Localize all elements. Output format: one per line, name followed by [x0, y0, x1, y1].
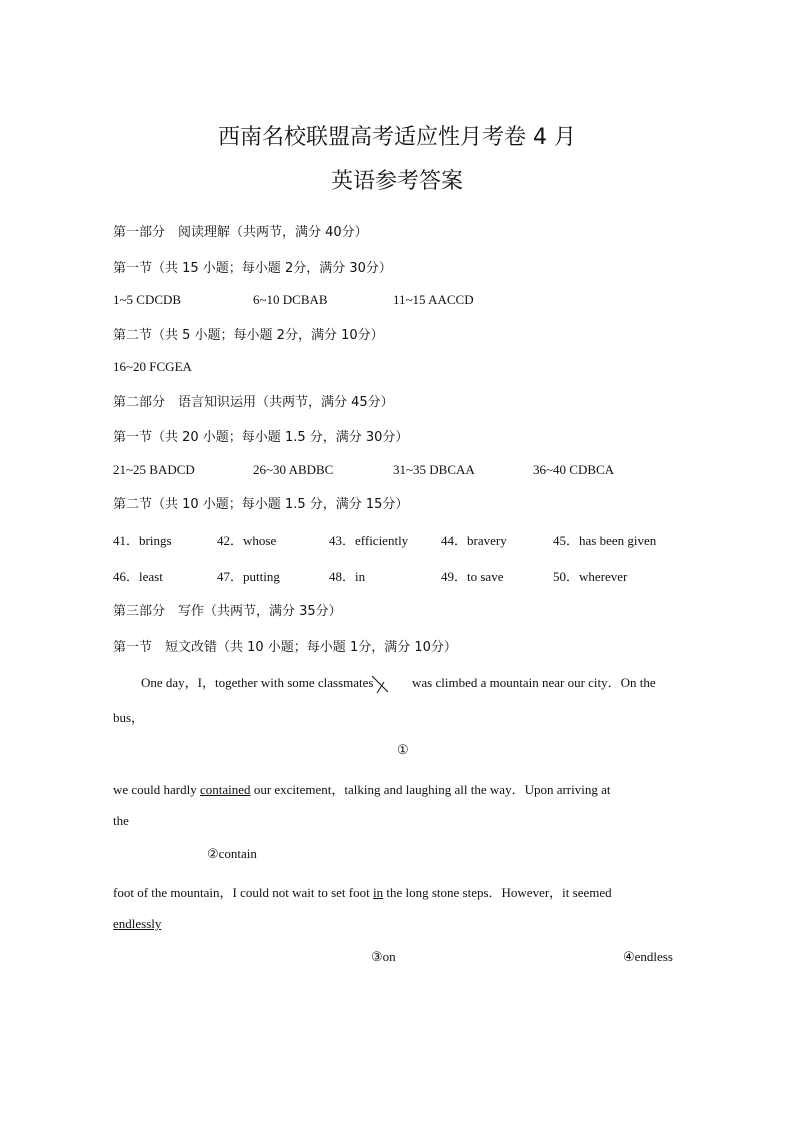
- answer-group: 26~30 ABDBC: [253, 462, 334, 477]
- passage-line: [113, 882, 612, 901]
- answer-item: 46．least: [113, 569, 163, 584]
- page-title: 西南名校联盟高考适应性月考卷 4 月: [218, 125, 576, 150]
- answer-item: 43．efficiently: [329, 533, 409, 548]
- answer-item: 47．putting: [217, 569, 280, 584]
- passage-text: One day，I，together with some classmates: [141, 675, 374, 690]
- answer-item: 44．bravery: [441, 533, 507, 548]
- passage-text: foot of the mountain，I could not wait to set foot: [113, 885, 373, 900]
- part1-section2-heading: 第二节（共 5 小题；每小题 2分，满分 10分）: [113, 328, 384, 343]
- passage-text: bus，: [113, 710, 145, 725]
- correction-mark: ①: [397, 742, 409, 757]
- part3-section1-heading: 第一节 短文改错（共 10 小题；每小题 1分，满分 10分）: [113, 640, 457, 655]
- passage-text: we could hardly: [113, 782, 201, 797]
- answer-item: 50．wherever: [553, 569, 628, 584]
- passage-line: [113, 779, 611, 798]
- passage-text: the: [113, 813, 129, 828]
- error-word: in: [372, 885, 384, 900]
- answer-group: 6~10 DCBAB: [253, 292, 328, 307]
- answer-group: 1~5 CDCDB: [113, 292, 182, 307]
- answer-group: 31~35 DBCAA: [393, 462, 475, 477]
- correction-mark: ④endless: [623, 949, 673, 964]
- passage-text: the long stone steps．However，it seemed: [383, 885, 612, 900]
- page-subtitle: 英语参考答案: [330, 169, 463, 194]
- part1-section1-heading: 第一节（共 15 小题；每小题 2分，满分 30分）: [113, 261, 392, 276]
- error-word: contained: [200, 782, 251, 797]
- answer-group: 11~15 AACCD: [393, 292, 474, 307]
- answer-item: 49．to save: [441, 569, 504, 584]
- answer-group: 21~25 BADCD: [113, 462, 195, 477]
- answer-group: 16~20 FCGEA: [113, 359, 192, 374]
- answer-item: 41．brings: [113, 533, 172, 548]
- part2-heading: 第二部分 语言知识运用（共两节，满分 45分）: [113, 395, 394, 410]
- correction-mark: ②contain: [207, 846, 257, 861]
- answer-group: 36~40 CDBCA: [533, 462, 615, 477]
- passage-line: [141, 672, 386, 691]
- answer-item: 45．has been given: [553, 533, 657, 548]
- passage-text: our excitement，talking and laughing all the way．Upon arriving at: [250, 782, 611, 797]
- part2-section2-heading: 第二节（共 10 小题；每小题 1.5 分，满分 15分）: [113, 497, 409, 512]
- part2-section1-heading: 第一节（共 20 小题；每小题 1.5 分，满分 30分）: [113, 430, 409, 445]
- delete-mark-icon: [374, 677, 386, 691]
- part1-heading: 第一部分 阅读理解（共两节，满分 40分）: [113, 225, 368, 240]
- answer-item: 48．in: [329, 569, 366, 584]
- passage-text: was climbed a mountain near our city．On the: [412, 675, 656, 690]
- answer-item: 42．whose: [217, 533, 277, 548]
- correction-mark: ③on: [371, 949, 396, 964]
- part3-heading: 第三部分 写作（共两节，满分 35分）: [113, 604, 342, 619]
- error-word: endlessly: [113, 916, 162, 931]
